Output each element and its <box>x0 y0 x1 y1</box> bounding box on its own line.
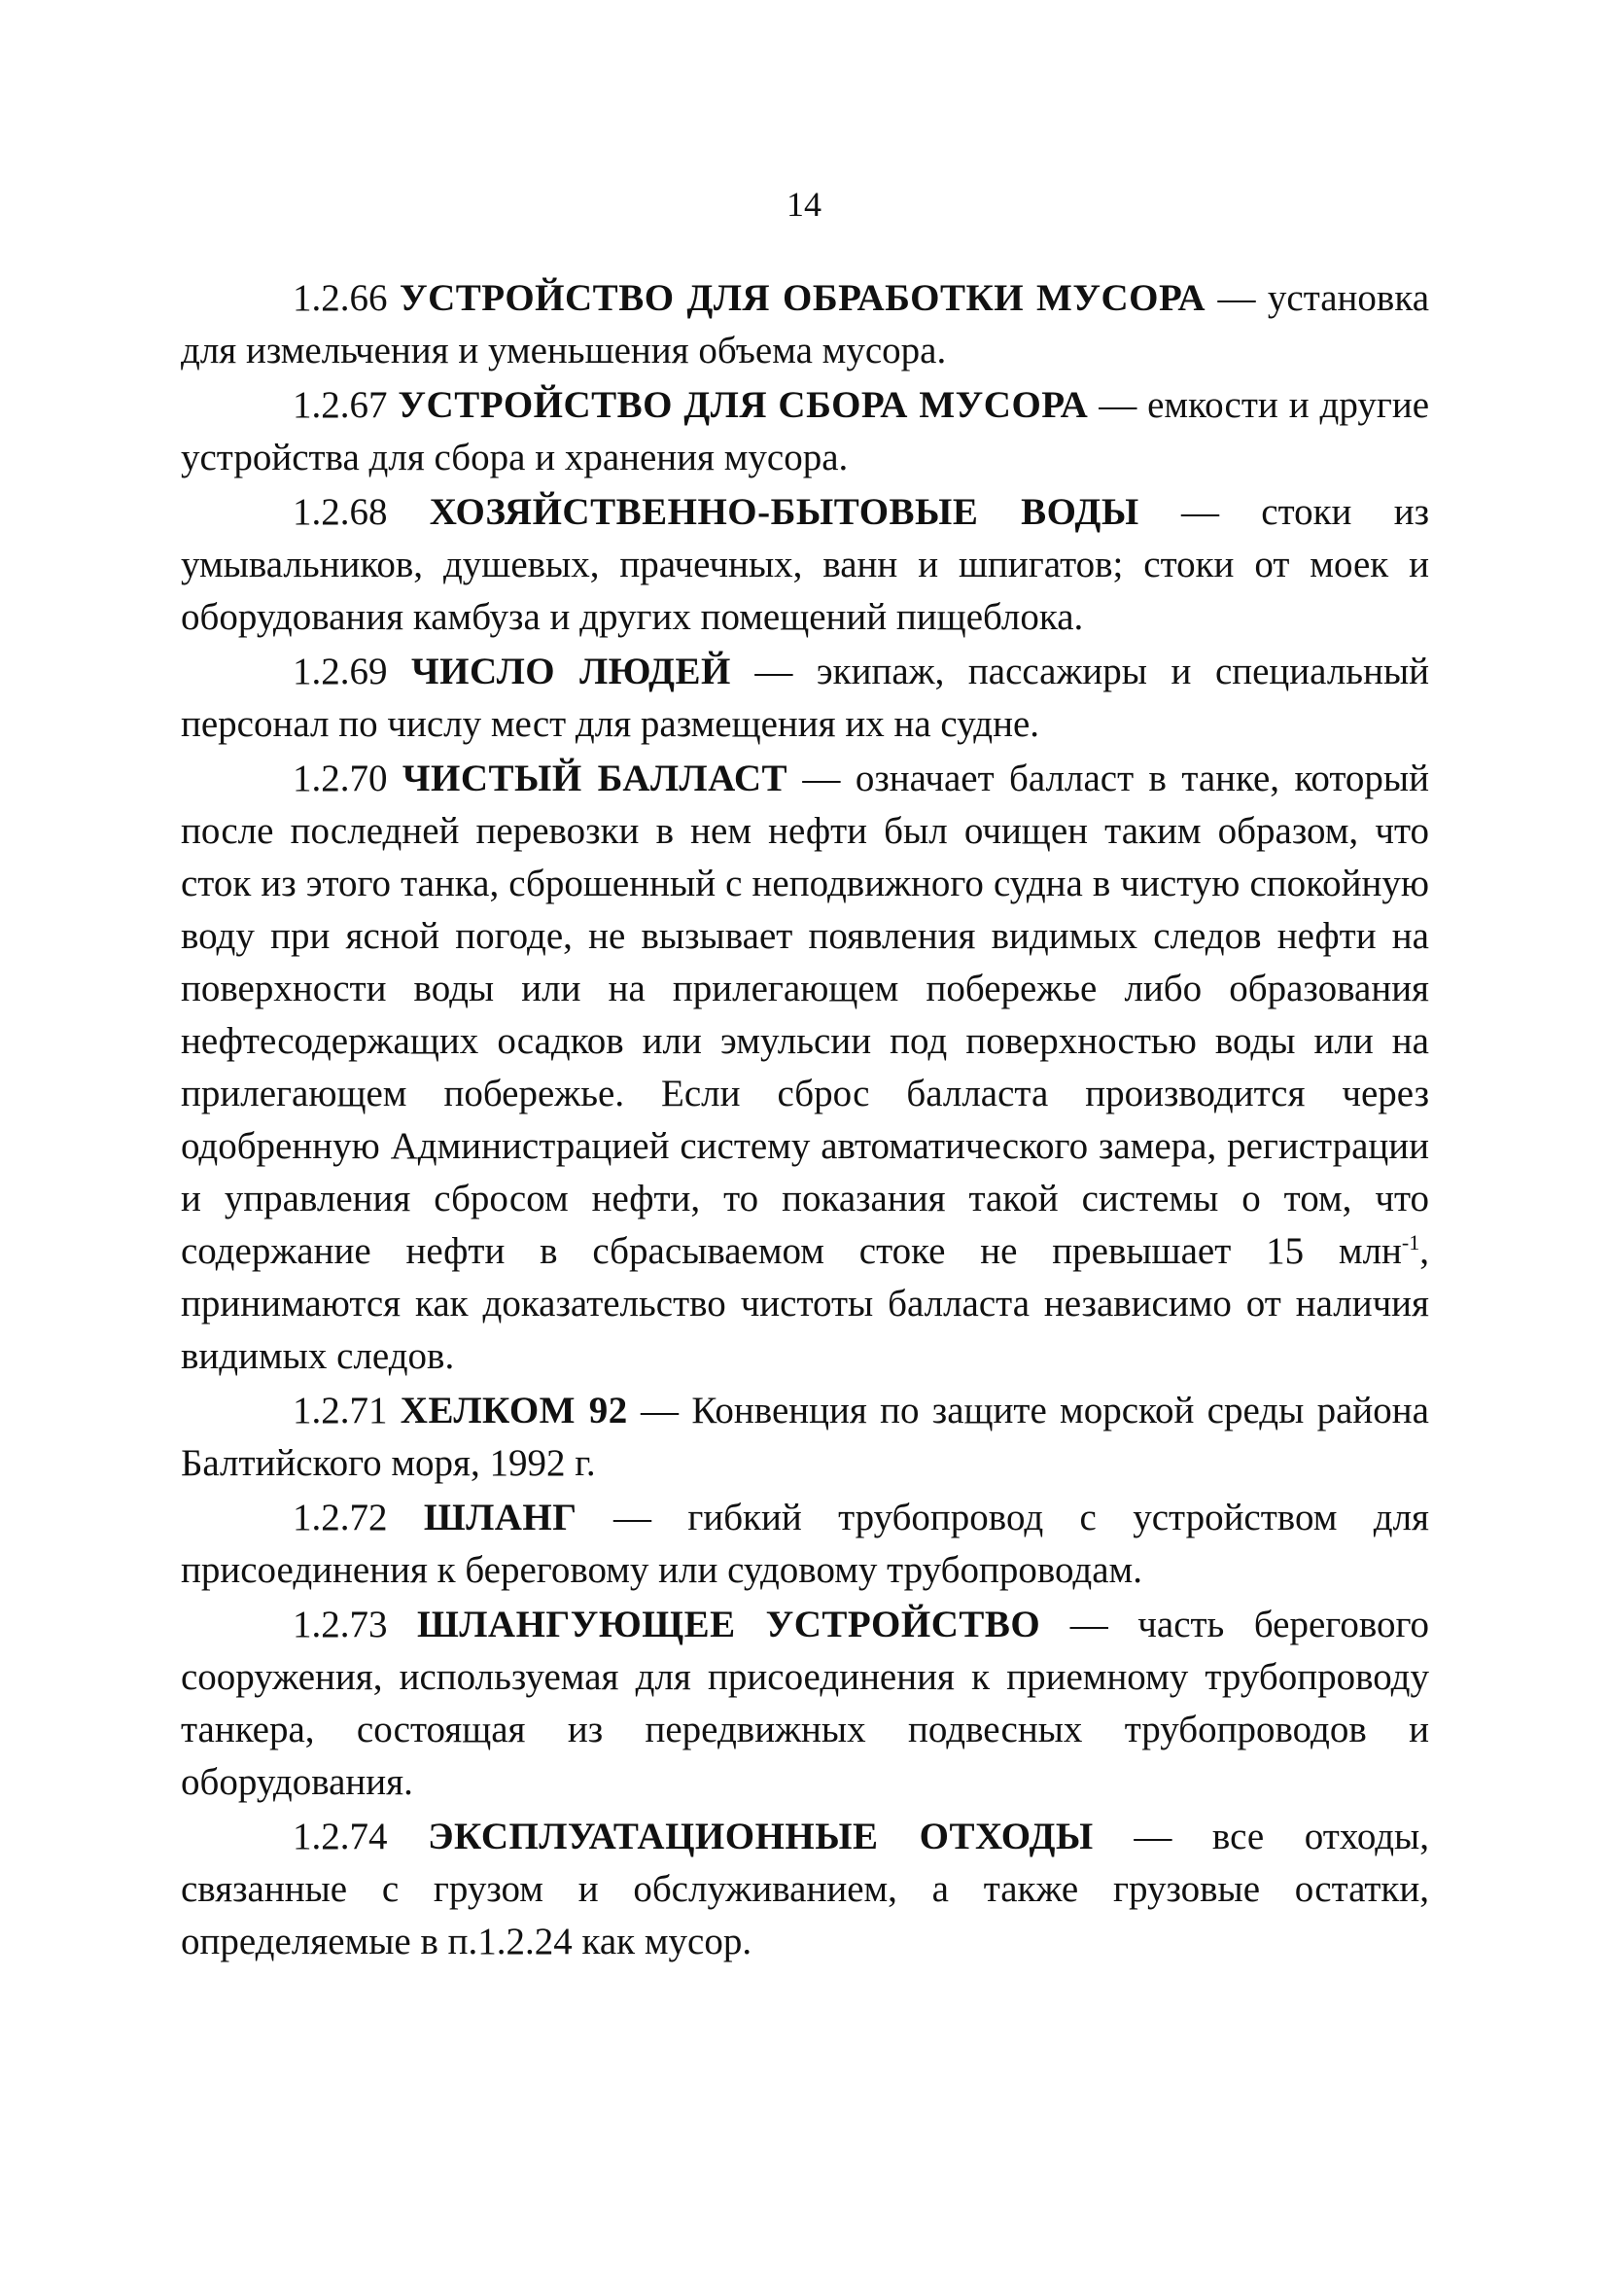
entry-definition: — означает балласт в танке, который после последней перевозки в нем нефти был очищен таким образом, что сток из этого танка, сброшенный с неподвижного судна в чистую спокойную воду при ясной погоде, не вызывает появления видимых следов нефти на поверхности воды или на прилегающем побережье либо образования нефтесодержащих осадков или эмульсии под поверхностью воды или на прилегающем побережье. Если сброс балласта производится через одобренную Администрацией систему автоматического замера, регистрации и управления сбросом нефти, то показания такой системы о том, что содержание нефти в сбрасываемом стоке не превышает 15 млн <box>181 758 1430 1272</box>
entry-superscript: -1 <box>1401 1230 1420 1254</box>
definition-entry-1-2-70 <box>181 753 1429 1383</box>
entry-term: ХОЗЯЙСТВЕННО-БЫТОВЫЕ ВОДЫ <box>429 491 1139 533</box>
entry-number: 1.2.66 <box>293 277 388 319</box>
entry-number: 1.2.69 <box>293 651 388 692</box>
definition-entry-1-2-73 <box>181 1599 1429 1809</box>
entry-term: ХЕЛКОМ 92 <box>400 1390 628 1431</box>
entry-term: УСТРОЙСТВО ДЛЯ ОБРАБОТКИ МУСОРА <box>399 277 1206 319</box>
entry-term: ЧИСТЫЙ БАЛЛАСТ <box>402 758 788 799</box>
entry-term: ЭКСПЛУАТАЦИОННЫЕ ОТХОДЫ <box>428 1816 1094 1857</box>
definition-entry-1-2-68 <box>181 486 1429 644</box>
entry-definition: — экипаж, пассажиры и специальный персонал по числу мест для размещения их на судне. <box>181 651 1430 745</box>
entry-definition: — гибкий трубопровод с устройством для присоединения к береговому или судовому трубопроводам. <box>181 1497 1429 1591</box>
entry-definition: — установка для измельчения и уменьшения объема мусора. <box>181 277 1429 371</box>
definitions-list <box>181 272 1429 1970</box>
entry-term: УСТРОЙСТВО ДЛЯ СБОРА МУСОРА <box>398 384 1089 426</box>
definition-entry-1-2-72 <box>181 1492 1429 1597</box>
definition-entry-1-2-71 <box>181 1385 1429 1490</box>
definition-entry-1-2-67 <box>181 379 1429 484</box>
page-number: 14 <box>787 185 821 224</box>
entry-number: 1.2.73 <box>293 1604 388 1645</box>
entry-term: ЧИСЛО ЛЮДЕЙ <box>411 651 731 692</box>
entry-number: 1.2.71 <box>293 1390 388 1431</box>
definition-entry-1-2-69 <box>181 646 1429 751</box>
entry-number: 1.2.70 <box>293 758 388 799</box>
entry-definition: — часть берегового сооружения, используемая для присоединения к приемному трубопроводу танкера, состоящая из передвижных подвесных трубопроводов и оборудования. <box>181 1604 1430 1803</box>
entry-definition: — все отходы, связанные с грузом и обслуживанием, а также грузовые остатки, определяемые в п.1.2.24 как мусор. <box>181 1816 1430 1962</box>
entry-number: 1.2.74 <box>293 1816 388 1857</box>
entry-definition-tail: , принимаются как доказательство чистоты балласта независимо от наличия видимых следов. <box>181 1230 1429 1377</box>
definition-entry-1-2-66 <box>181 272 1429 377</box>
entry-definition: — емкости и другие устройства для сбора и хранения мусора. <box>181 384 1429 478</box>
entry-term: ШЛАНГУЮЩЕЕ УСТРОЙСТВО <box>417 1604 1041 1645</box>
entry-definition: — Конвенция по защите морской среды района Балтийского моря, 1992 г. <box>181 1390 1429 1484</box>
entry-number: 1.2.72 <box>293 1497 388 1538</box>
entry-number: 1.2.67 <box>293 384 388 426</box>
entry-number: 1.2.68 <box>293 491 388 533</box>
entry-definition: — стоки из умывальников, душевых, прачечных, ванн и шпигатов; стоки от моек и оборудования камбуза и других помещений пищеблока. <box>181 491 1430 638</box>
definition-entry-1-2-74 <box>181 1811 1429 1968</box>
entry-term: ШЛАНГ <box>423 1497 577 1538</box>
